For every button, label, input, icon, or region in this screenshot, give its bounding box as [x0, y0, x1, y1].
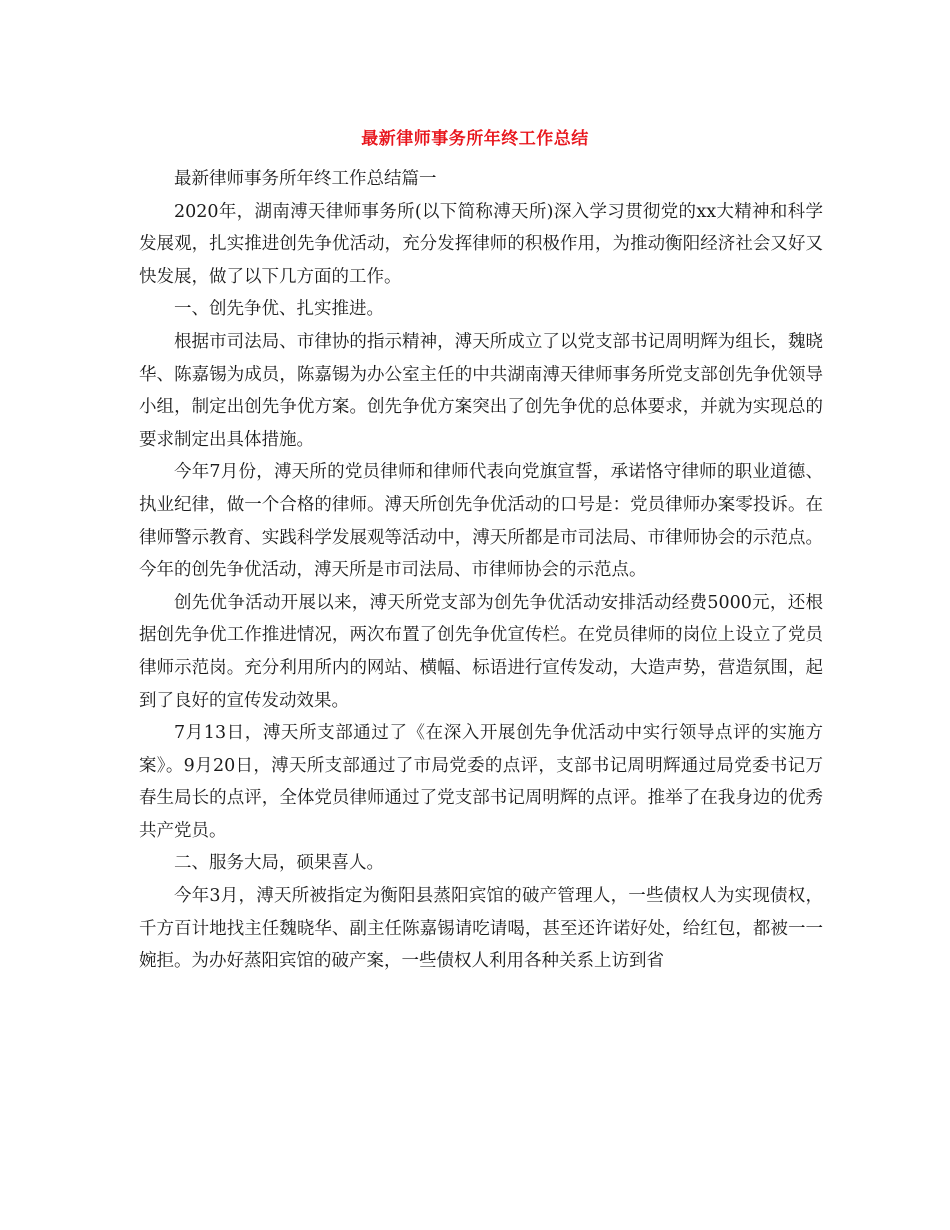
document-body — [139, 163, 823, 978]
paragraph: 今年3月，溥天所被指定为衡阳县蒸阳宾馆的破产管理人，一些债权人为实现债权，千方百计地找主任魏晓华、副主任陈嘉锡请吃请喝，甚至还许诺好处，给红包，都被一一婉拒。为办好蒸阳宾馆的破产案，一些债权人利用各种关系上访到省 — [139, 886, 823, 972]
paragraph: 今年7月份，溥天所的党员律师和律师代表向党旗宣誓，承诺恪守律师的职业道德、执业纪律，做一个合格的律师。溥天所创先争优活动的口号是：党员律师办案零投诉。在律师警示教育、实践科学发展观等活动中，溥天所都是市司法局、市律师协会的示范点。今年的创先争优活动，溥天所是市司法局、市律师协会的示范点。 — [139, 462, 823, 581]
paragraph: 7月13日，溥天所支部通过了《在深入开展创先争优活动中实行领导点评的实施方案》。9月20日，溥天所支部通过了市局党委的点评，支部书记周明辉通过局党委书记万春生局长的点评，全体党员律师通过了党支部书记周明辉的点评。推举了在我身边的优秀共产党员。 — [139, 723, 823, 841]
paragraph: 根据市司法局、市律协的指示精神，溥天所成立了以党支部书记周明辉为组长，魏晓华、陈嘉锡为成员，陈嘉锡为办公室主任的中共湖南溥天律师事务所党支部创先争优领导小组，制定出创先争优方案。创先争优方案突出了创先争优的总体要求，并就为实现总的要求制定出具体措施。 — [139, 331, 823, 450]
section-heading-1: 一、创先争优、扎实推进。 — [174, 299, 384, 320]
paragraph: 创先优争活动开展以来，溥天所党支部为创先争优活动安排活动经费5000元，还根据创先争优工作推进情况，两次布置了创先争优宣传栏。在党员律师的岗位上设立了党员律师示范岗。充分利用所内的网站、横幅、标语进行宣传发动，大造声势，营造氛围，起到了良好的宣传发动效果。 — [139, 592, 823, 711]
paragraph-subtitle: 最新律师事务所年终工作总结篇一 — [174, 169, 437, 189]
document-title: 最新律师事务所年终工作总结 — [361, 129, 589, 149]
paragraph-intro: 2020年，湖南溥天律师事务所(以下简称溥天所)深入学习贯彻党的xx大精神和科学发展观，扎实推进创先争优活动，充分发挥律师的积极作用，为推动衡阳经济社会又好又快发展，做了以下几方面的工作。 — [139, 201, 823, 287]
section-heading-2: 二、服务大局，硕果喜人。 — [174, 853, 384, 874]
